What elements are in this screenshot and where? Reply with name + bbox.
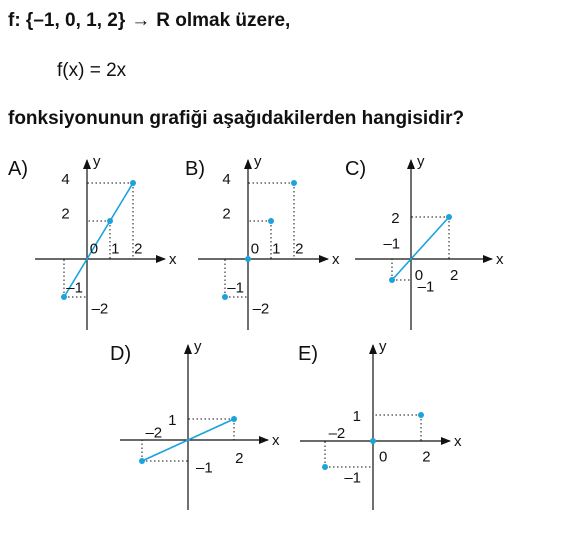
data-point <box>418 412 424 418</box>
y-axis-label: y <box>379 338 387 355</box>
y-tick-label: –1 <box>344 469 361 487</box>
y-tick-label: –2 <box>252 300 270 318</box>
data-point <box>130 180 136 186</box>
y-axis-label: y <box>194 338 202 355</box>
y-tick-label: –2 <box>91 300 109 318</box>
x-axis-label: x <box>496 251 504 268</box>
data-point <box>389 277 395 283</box>
y-tick-label: 1 <box>352 407 361 425</box>
y-tick-label: 2 <box>222 205 231 223</box>
x-tick-label: –1 <box>383 235 401 253</box>
y-tick-label: 1 <box>168 412 177 430</box>
data-point <box>268 218 274 224</box>
x-axis-label: x <box>332 251 340 268</box>
option-b-label[interactable]: B) <box>185 158 205 180</box>
y-axis-label: y <box>417 153 425 170</box>
data-point <box>291 180 297 186</box>
data-point <box>370 438 376 444</box>
data-point <box>139 458 145 464</box>
data-point <box>446 214 452 220</box>
codomain-text: R olmak üzere, <box>156 10 291 31</box>
x-tick-label: 1 <box>272 240 281 258</box>
y-axis-label: y <box>93 153 101 170</box>
x-tick-label: –2 <box>145 424 163 442</box>
y-tick-label: 2 <box>61 205 70 223</box>
y-tick-label: 4 <box>61 171 70 189</box>
domain-mapping: f: {–1, 0, 1, 2} <box>8 10 126 31</box>
y-tick-label: 4 <box>222 171 231 189</box>
graph-option-c[interactable] <box>355 153 504 330</box>
x-tick-label: 0 <box>89 240 99 258</box>
x-tick-label: –2 <box>328 425 346 443</box>
graph-option-a[interactable] <box>35 153 177 330</box>
data-point <box>322 464 328 470</box>
x-tick-label: 1 <box>111 240 120 258</box>
data-point <box>231 416 237 422</box>
x-tick-label: 2 <box>449 266 459 284</box>
x-tick-label: 2 <box>422 448 431 466</box>
y-axis-label: y <box>254 153 262 170</box>
x-tick-label: 2 <box>235 449 244 467</box>
graph-option-b[interactable] <box>198 153 340 330</box>
option-e-label[interactable]: E) <box>298 343 318 365</box>
option-c-label[interactable]: C) <box>345 158 367 180</box>
graph-option-d[interactable] <box>120 338 280 510</box>
arrow-icon: → <box>131 10 151 31</box>
x-axis-label: x <box>169 251 177 268</box>
question-prompt: fonksiyonunun grafiği aşağıdakilerden hangisidir? <box>8 108 465 129</box>
x-axis-label: x <box>454 433 462 450</box>
y-tick-label: 2 <box>391 210 400 228</box>
x-tick-label: 2 <box>295 240 304 258</box>
x-axis-label: x <box>272 432 280 449</box>
function-formula: f(x) = 2x <box>57 60 127 81</box>
x-tick-label: –1 <box>227 279 244 297</box>
x-tick-label: –1 <box>66 279 83 297</box>
option-d-label[interactable]: D) <box>110 343 132 365</box>
x-tick-label: 2 <box>134 240 143 258</box>
graph-option-e[interactable] <box>300 338 462 510</box>
x-tick-label: 0 <box>414 266 424 284</box>
option-a-label[interactable]: A) <box>8 158 28 180</box>
x-tick-label: 0 <box>250 240 260 258</box>
y-tick-label: –1 <box>417 278 435 296</box>
data-point <box>107 218 113 224</box>
x-tick-label: 0 <box>379 448 388 466</box>
y-tick-label: –1 <box>196 459 213 477</box>
